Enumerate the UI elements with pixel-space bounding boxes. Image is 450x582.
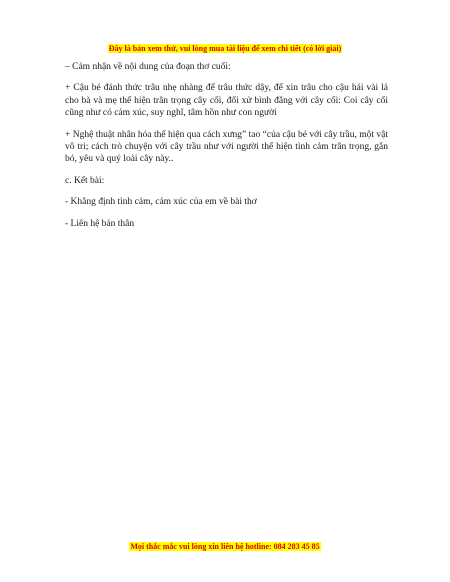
analysis-paragraph-1: + Cậu bé đánh thức trâu nhẹ nhàng để trâu thức dậy, để xin trâu cho cậu hái vài lá cho bà và mẹ thể hiện trân trọng cây cối, đối xử bình đẳng với cây cối: Coi cây cối cũng như có cảm xúc, suy nghĩ, tâm hồn như con người <box>65 83 388 119</box>
preview-notice-text: Đây là bản xem thử, vui lòng mua tài liệu để xem chi tiết (có lời giải) <box>108 44 342 53</box>
conclusion-heading: c. Kết bài: <box>65 175 105 186</box>
conclusion-point-1: - Khẳng định tình cảm, cảm xúc của em về bài thơ <box>65 197 257 208</box>
hotline-notice-text: Mọi thắc mắc vui lòng xin liên hệ hotline: 084 283 45 85 <box>130 542 320 551</box>
section-intro-paragraph: – Cảm nhận về nội dung của đoạn thơ cuối: <box>65 62 231 72</box>
hotline-notice-banner <box>0 536 450 554</box>
conclusion-point-2: - Liên hệ bản thân <box>65 218 135 229</box>
preview-notice-banner <box>0 38 450 56</box>
document-body <box>65 61 388 239</box>
analysis-paragraph-2: + Nghệ thuật nhân hóa thể hiện qua cách xưng” tao “của cậu bé với cây trầu, một vật vô tri; cách trò chuyện với cây trầu như với người thể hiện tình cảm trân trọng, gắn bó, yêu và quý loài cây này.. <box>65 129 388 165</box>
